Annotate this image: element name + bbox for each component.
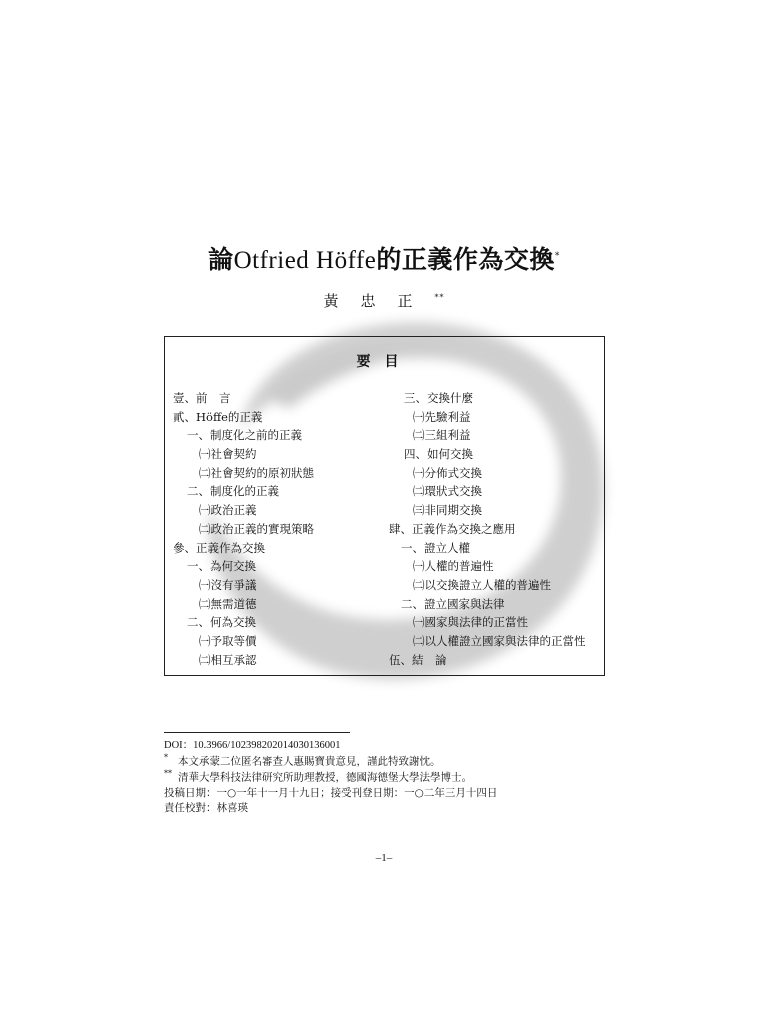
toc-entry: ㈡以人權證立國家與法律的正當性 (413, 633, 586, 648)
proofreader-line: 責任校對：林喜瑛 (164, 802, 248, 814)
toc-entry: ㈠予取等價 (199, 633, 257, 648)
toc-entry: ㈠人權的普遍性 (413, 559, 494, 574)
toc-entry: ㈡社會契約的原初狀態 (199, 465, 314, 480)
toc-entry: 壹、前 言 (173, 391, 231, 405)
toc-entry: 伍、結 論 (389, 652, 447, 667)
toc-entry: ㈢非同期交換 (413, 503, 482, 518)
toc-entry: ㈡三組利益 (413, 428, 471, 443)
toc-heading: 要目 (356, 354, 413, 370)
page-number: –1– (375, 852, 393, 864)
toc-entry: ㈠社會契約 (199, 447, 257, 462)
toc-entry: 二、制度化的正義 (187, 484, 279, 499)
footnote-mark-1: * (164, 752, 168, 762)
footnote-text-2: 清華大學科技法律研究所助理教授，德國海德堡大學法學博士。 (178, 771, 472, 783)
toc-entry: 二、證立國家與法律 (401, 596, 505, 611)
title-footnote-mark: * (554, 251, 560, 262)
toc-entry: ㈠分佈式交換 (413, 465, 482, 480)
title-latin-name: Otfried Höffe (233, 247, 377, 274)
toc-entry: ㈠沒有爭議 (199, 577, 257, 592)
author-name (0, 290, 768, 311)
toc-left-column (173, 389, 383, 669)
toc-entry: 一、證立人權 (401, 540, 470, 555)
toc-entry: 一、為何交換 (187, 559, 256, 574)
toc-entry: ㈡環狀式交換 (413, 484, 482, 499)
toc-entry: ㈡相互承認 (199, 652, 257, 667)
footnote-divider (164, 732, 350, 733)
toc-entry: ㈡政治正義的實現策略 (199, 521, 314, 536)
toc-entry: 二、何為交換 (187, 615, 256, 630)
toc-entry: ㈠國家與法律的正當性 (413, 615, 528, 630)
toc-entry: 參、正義作為交換 (173, 540, 265, 555)
toc-entry: 一、制度化之前的正義 (187, 428, 302, 443)
footnote-acknowledgement (164, 754, 584, 770)
toc-right-column (389, 389, 601, 669)
toc-entry: 肆、正義作為交換之應用 (389, 521, 516, 536)
paper-title (0, 240, 768, 276)
toc-entry: ㈠政治正義 (199, 503, 257, 518)
toc-entry: 貳、Höffe的正義 (173, 409, 263, 424)
toc-entry: 四、如何交換 (404, 447, 473, 462)
table-of-contents (164, 336, 605, 676)
footnote-author-affiliation (164, 770, 584, 786)
toc-entry: ㈡以交換證立人權的普遍性 (413, 577, 551, 592)
footnotes (164, 738, 584, 817)
author-footnote-mark: ** (434, 293, 445, 302)
doi-line: DOI：10.3966/102398202014030136001 (164, 740, 341, 751)
toc-entry: 三、交換什麼 (404, 391, 473, 405)
submission-dates: 投稿日期：一○一年十一月十九日；接受刊登日期：一○二年三月十四日 (164, 786, 498, 799)
footnote-mark-2: ** (164, 768, 172, 778)
toc-entry: ㈡無需道德 (199, 596, 257, 611)
title-suffix: 的正義作為交換 (376, 245, 555, 274)
title-prefix: 論 (208, 245, 234, 274)
toc-entry: ㈠先驗利益 (413, 409, 471, 424)
footnote-text-1: 本文承蒙二位匿名審查人惠賜寶貴意見，謹此特致謝忱。 (178, 755, 441, 767)
author-text: 黃忠正 (323, 292, 435, 310)
